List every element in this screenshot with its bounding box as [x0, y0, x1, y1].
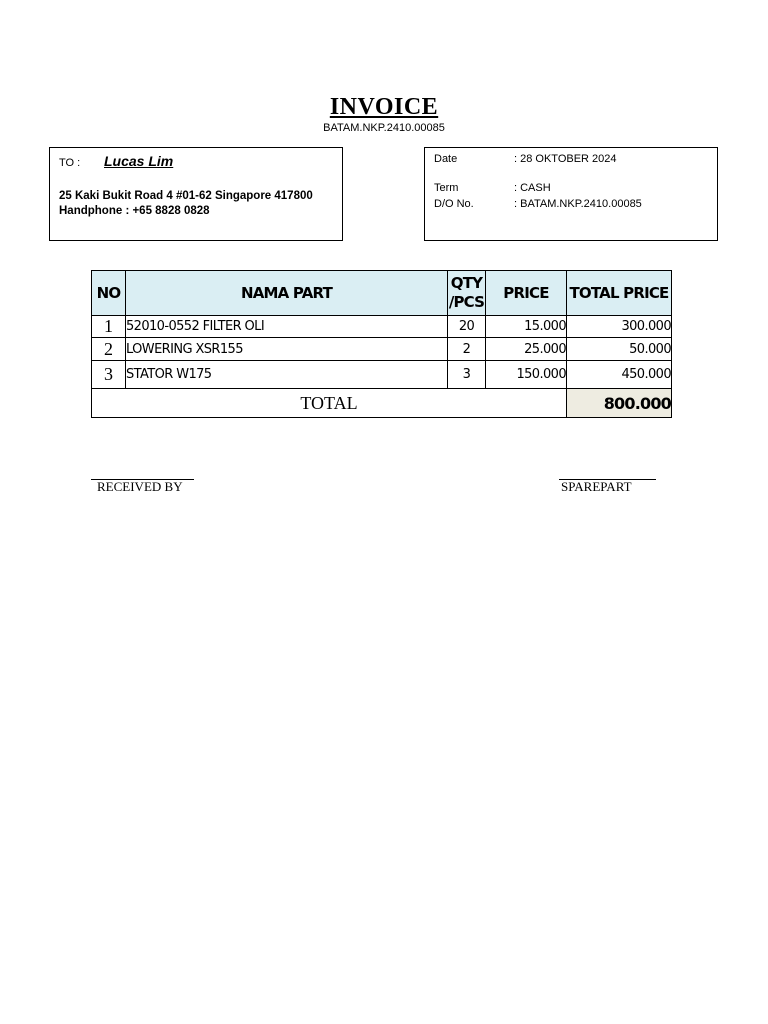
row-price: 150.000: [486, 361, 567, 389]
row-price: 25.000: [486, 338, 567, 361]
row-total: 50.000: [567, 338, 672, 361]
term-row: [434, 182, 551, 194]
total-label: TOTAL: [92, 389, 567, 418]
term-label: Term: [434, 182, 459, 194]
do-value: : BATAM.NKP.2410.00085: [514, 198, 642, 210]
customer-box: [49, 147, 343, 241]
invoice-title: INVOICE: [329, 94, 439, 120]
row-no: 1: [92, 316, 126, 338]
table-row: [92, 338, 672, 361]
customer-name: Lucas Lim: [104, 153, 174, 169]
invoice-details-box: [424, 147, 718, 241]
do-row: [434, 198, 642, 210]
header-total: TOTAL PRICE: [567, 271, 672, 316]
date-row: [434, 153, 617, 165]
date-label: Date: [434, 153, 458, 165]
received-by-label: RECEIVED BY: [97, 479, 183, 494]
customer-contact: [59, 189, 313, 219]
customer-phone: Handphone : +65 8828 0828: [59, 205, 210, 217]
row-total: 300.000: [567, 316, 672, 338]
row-part: LOWERING XSR155: [126, 338, 448, 361]
table-row: [92, 316, 672, 338]
row-no: 2: [92, 338, 126, 361]
customer-address: 25 Kaki Bukit Road 4 #01-62 Singapore 417800: [59, 190, 313, 202]
invoice-number: BATAM.NKP.2410.00085: [323, 122, 445, 134]
header-price: PRICE: [486, 271, 567, 316]
row-no: 3: [92, 361, 126, 389]
do-label: D/O No.: [434, 198, 474, 210]
header-qty-line1: QTY: [450, 274, 483, 292]
row-qty: 20: [448, 316, 486, 338]
term-value: : CASH: [514, 182, 551, 194]
row-total: 450.000: [567, 361, 672, 389]
table-header-row: [92, 271, 672, 316]
row-part: STATOR W175: [126, 361, 448, 389]
sparepart-label: SPAREPART: [561, 479, 632, 494]
row-qty: 3: [448, 361, 486, 389]
row-qty: 2: [448, 338, 486, 361]
header-no: NO: [92, 271, 126, 316]
header-qty-line2: /PCS: [448, 293, 485, 311]
row-price: 15.000: [486, 316, 567, 338]
total-value: 800.000: [567, 389, 672, 418]
items-table: [91, 270, 672, 418]
header-qty: [448, 271, 486, 316]
header-part: NAMA PART: [126, 271, 448, 316]
to-label: TO :: [59, 157, 81, 169]
total-row: [92, 389, 672, 418]
table-row: [92, 361, 672, 389]
date-value: : 28 OKTOBER 2024: [514, 153, 617, 165]
row-part: 52010-0552 FILTER OLI: [126, 316, 448, 338]
